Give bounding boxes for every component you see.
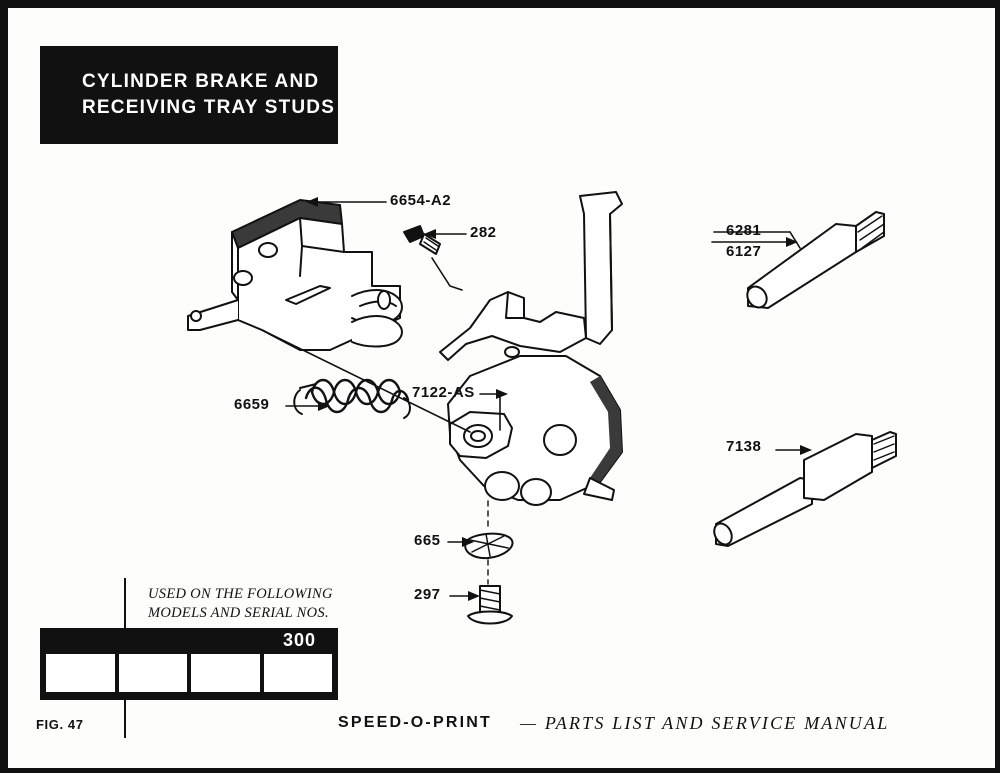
figure-label: FIG. 47 — [36, 717, 84, 732]
models-serial-table — [40, 628, 338, 700]
callout-665: 665 — [414, 532, 441, 549]
callout-6127: 6127 — [726, 243, 762, 260]
callout-7122-as: 7122-AS — [412, 384, 475, 401]
callout-297: 297 — [414, 586, 441, 603]
model-number-300: 300 — [282, 630, 316, 650]
models-cell[interactable] — [264, 654, 333, 692]
callout-6659: 6659 — [234, 396, 270, 413]
models-cells-row — [46, 654, 332, 692]
callout-6281: 6281 — [726, 222, 762, 239]
callout-7138: 7138 — [726, 438, 762, 455]
footer-subtitle: — PARTS LIST AND SERVICE MANUAL — [520, 713, 890, 733]
title-line-1: CYLINDER BRAKE AND — [82, 71, 320, 92]
models-cell[interactable] — [119, 654, 188, 692]
models-cell[interactable] — [46, 654, 115, 692]
title-line-2: RECEIVING TRAY STUDS — [82, 97, 336, 118]
models-cell[interactable] — [191, 654, 260, 692]
callout-6654-a2: 6654-A2 — [390, 192, 452, 209]
callout-282: 282 — [470, 224, 497, 241]
used-on-note: USED ON THE FOLLOWING MODELS AND SERIAL NOS. — [148, 586, 333, 621]
footer-brand: SPEED-O-PRINT — [338, 714, 492, 731]
